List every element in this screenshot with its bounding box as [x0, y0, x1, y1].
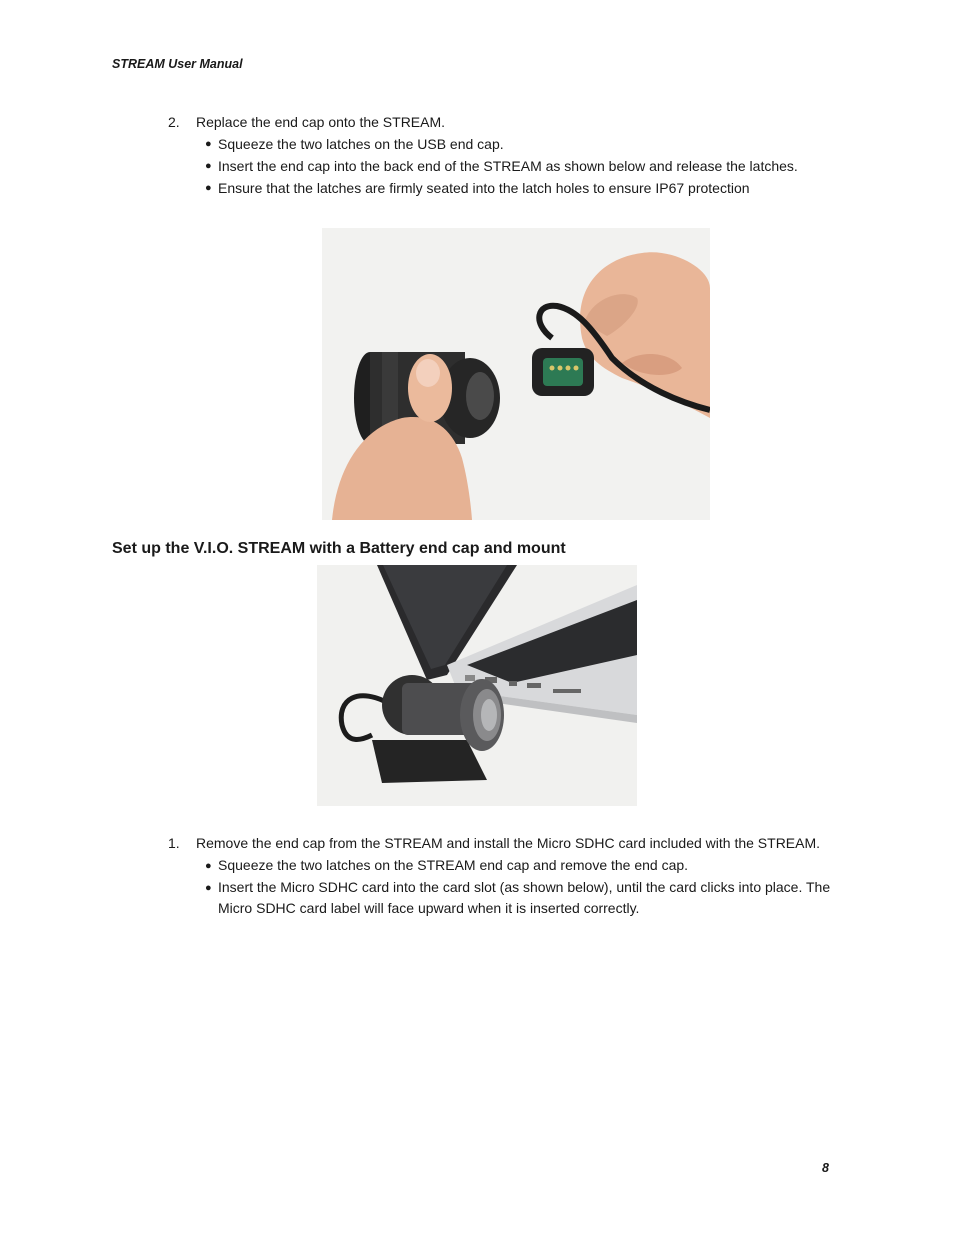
step-2-text: Replace the end cap onto the STREAM.	[196, 114, 446, 130]
bullet-icon: ●	[205, 160, 212, 172]
step-2-bullet-3: Ensure that the latches are firmly seated into the latch holes to ensure IP67 protection	[218, 180, 750, 196]
step-1-bullet-2: Insert the Micro SDHC card into the card slot (as shown below), until the card clicks into place. The Micro SDHC card label will face upward when it is inserted correctly.	[218, 879, 831, 916]
step-2-bullet-2: Insert the end cap into the back end of the STREAM as shown below and release the latches.	[218, 158, 798, 174]
bullet-icon: ●	[205, 860, 212, 872]
bullet-icon: ●	[205, 138, 212, 150]
step-1-text: Remove the end cap from the STREAM and install the Micro SDHC card included with the STREAM.	[196, 835, 821, 851]
laptop-mount-photo	[317, 565, 637, 806]
step-2-number: 2.	[168, 114, 180, 130]
running-header: STREAM User Manual	[112, 57, 243, 71]
step-1-bullet-1: Squeeze the two latches on the STREAM end cap and remove the end cap.	[218, 857, 689, 873]
end-cap-photo	[322, 228, 710, 520]
page-number: 8	[822, 1161, 829, 1175]
bullet-icon: ●	[205, 182, 212, 194]
bullet-icon: ●	[205, 882, 212, 894]
step-2-bullet-1: Squeeze the two latches on the USB end cap.	[218, 136, 504, 152]
step-1-number: 1.	[168, 835, 180, 851]
section-heading: Set up the V.I.O. STREAM with a Battery end cap and mount	[112, 540, 566, 557]
